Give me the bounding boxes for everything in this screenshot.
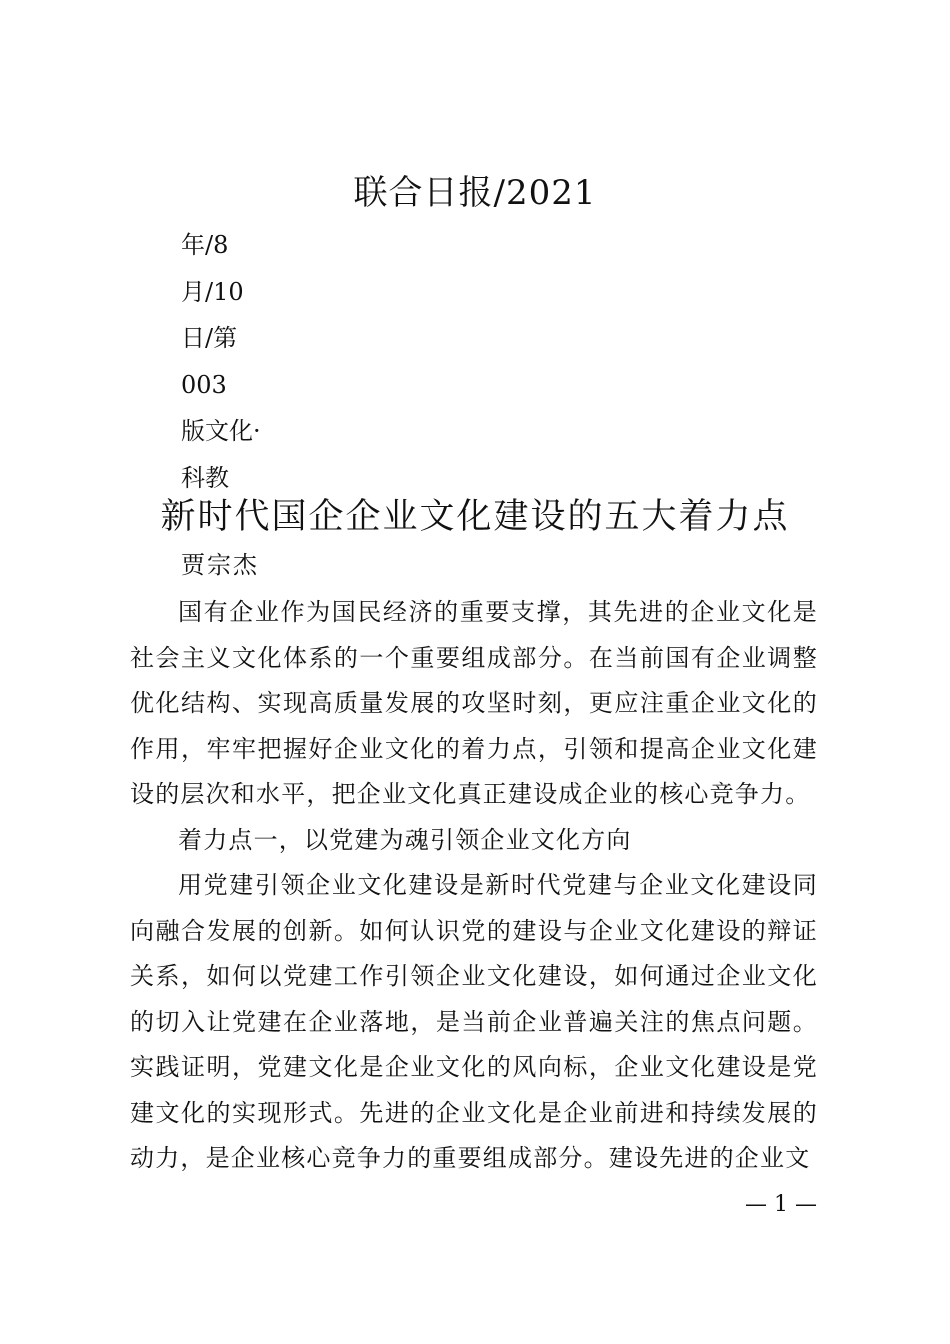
meta-line: 003 (181, 370, 227, 399)
publication-meta (181, 222, 261, 501)
meta-line: 月/10 (181, 277, 244, 306)
article-byline: 贾宗杰 (181, 551, 259, 579)
meta-line: 日/第 (181, 324, 238, 352)
page-number: — 1 — (745, 1192, 817, 1217)
article-body (130, 590, 818, 1182)
meta-line: 年/8 (181, 231, 229, 259)
section-heading: 着力点一，以党建为魂引领企业文化方向 (178, 825, 632, 854)
article-headline: 新时代国企企业文化建设的五大着力点 (160, 497, 790, 537)
body-paragraph: 用党建引领企业文化建设是新时代党建与企业文化建设同向融合发展的创新。如何认识党的建设与企业文化建设的辩证关系，如何以党建工作引领企业文化建设，如何通过企业文化的切入让党建在企业落地，是当前企业普遍关注的焦点问题。实践证明，党建文化是企业文化的风向标，企业文化建设是党建文化的实现形式。先进的企业文化是企业前进和持续发展的动力，是企业核心竞争力的重要组成部分。建设先进的企业文 (130, 871, 818, 1172)
meta-line: 科教 (181, 463, 229, 492)
meta-line: 版文化· (181, 417, 261, 445)
body-paragraph: 国有企业作为国民经济的重要支撑，其先进的企业文化是社会主义文化体系的一个重要组成部分。在当前国有企业调整优化结构、实现高质量发展的攻坚时刻，更应注重企业文化的作用，牢牢把握好企业文化的着力点，引领和提高企业文化建设的层次和水平，把企业文化真正建设成企业的核心竞争力。 (130, 598, 818, 808)
newspaper-masthead: 联合日报/2021 (353, 173, 597, 213)
